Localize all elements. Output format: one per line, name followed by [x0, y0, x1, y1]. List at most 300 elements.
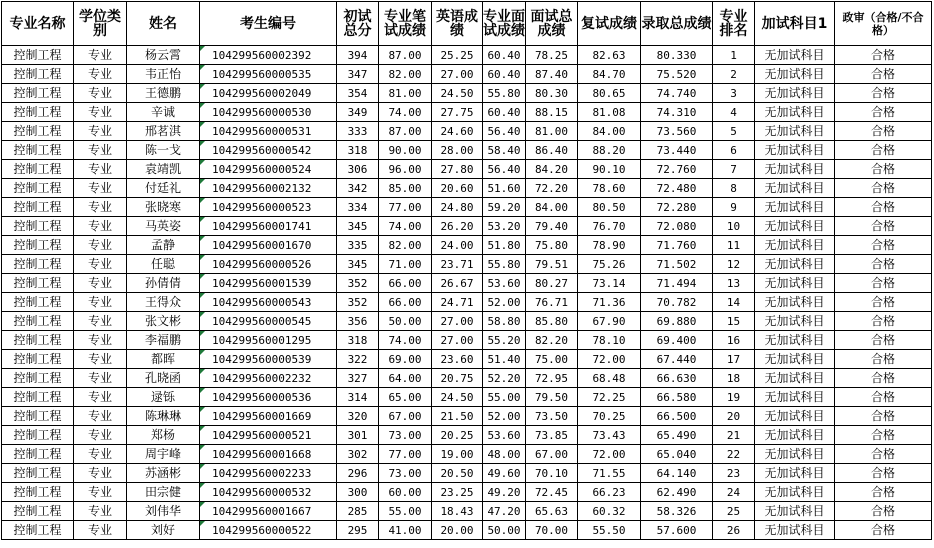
- cell-interview-total: 73.50: [526, 407, 578, 426]
- cell-retest: 82.63: [578, 46, 641, 65]
- cell-written: 55.00: [379, 502, 432, 521]
- cell-prelim-total: 349: [337, 103, 379, 122]
- cell-interview-total: 65.63: [526, 502, 578, 521]
- cell-written: 74.00: [379, 103, 432, 122]
- cell-political: 合格: [835, 84, 932, 103]
- cell-english: 27.75: [432, 103, 483, 122]
- table-row: [2, 103, 932, 122]
- cell-exam-id: 104299560001741: [200, 217, 337, 236]
- cell-retest: 75.26: [578, 255, 641, 274]
- cell-interview: 55.20: [483, 331, 526, 350]
- cell-english: 20.25: [432, 426, 483, 445]
- cell-rank: 21: [713, 426, 755, 445]
- cell-political: 合格: [835, 293, 932, 312]
- cell-name: 郑杨: [127, 426, 200, 445]
- cell-exam-id: 104299560001669: [200, 407, 337, 426]
- cell-political: 合格: [835, 331, 932, 350]
- cell-prelim-total: 327: [337, 369, 379, 388]
- table-row: [2, 293, 932, 312]
- cell-degree: 专业: [74, 521, 127, 540]
- cell-political: 合格: [835, 483, 932, 502]
- cell-major: 控制工程: [2, 84, 74, 103]
- cell-degree: 专业: [74, 46, 127, 65]
- cell-english: 24.50: [432, 84, 483, 103]
- cell-rank: 25: [713, 502, 755, 521]
- cell-extra: 无加试科目: [755, 369, 835, 388]
- cell-degree: 专业: [74, 255, 127, 274]
- cell-english: 27.00: [432, 331, 483, 350]
- cell-english: 24.71: [432, 293, 483, 312]
- cell-exam-id: 104299560001670: [200, 236, 337, 255]
- cell-admit-total: 67.440: [641, 350, 713, 369]
- cell-admit-total: 66.580: [641, 388, 713, 407]
- table-row: [2, 464, 932, 483]
- cell-degree: 专业: [74, 122, 127, 141]
- table-row: [2, 217, 932, 236]
- cell-political: 合格: [835, 198, 932, 217]
- cell-extra: 无加试科目: [755, 445, 835, 464]
- cell-extra: 无加试科目: [755, 160, 835, 179]
- cell-admit-total: 66.500: [641, 407, 713, 426]
- cell-name: 张晓寒: [127, 198, 200, 217]
- cell-degree: 专业: [74, 407, 127, 426]
- cell-major: 控制工程: [2, 502, 74, 521]
- cell-interview-total: 72.95: [526, 369, 578, 388]
- cell-admit-total: 72.080: [641, 217, 713, 236]
- cell-major: 控制工程: [2, 331, 74, 350]
- cell-rank: 15: [713, 312, 755, 331]
- cell-admit-total: 58.326: [641, 502, 713, 521]
- cell-rank: 12: [713, 255, 755, 274]
- cell-degree: 专业: [74, 65, 127, 84]
- cell-exam-id: 104299560001295: [200, 331, 337, 350]
- header-prelim-total: 初试总分: [337, 2, 379, 46]
- cell-rank: 9: [713, 198, 755, 217]
- cell-extra: 无加试科目: [755, 179, 835, 198]
- cell-prelim-total: 285: [337, 502, 379, 521]
- cell-major: 控制工程: [2, 407, 74, 426]
- cell-name: 王得众: [127, 293, 200, 312]
- cell-rank: 5: [713, 122, 755, 141]
- cell-political: 合格: [835, 65, 932, 84]
- cell-interview: 50.00: [483, 521, 526, 540]
- cell-prelim-total: 352: [337, 293, 379, 312]
- cell-interview-total: 86.40: [526, 141, 578, 160]
- cell-name: 马英姿: [127, 217, 200, 236]
- header-admit-total: 录取总成绩: [641, 2, 713, 46]
- cell-prelim-total: 347: [337, 65, 379, 84]
- cell-exam-id: 104299560001667: [200, 502, 337, 521]
- cell-major: 控制工程: [2, 464, 74, 483]
- cell-prelim-total: 295: [337, 521, 379, 540]
- cell-retest: 84.70: [578, 65, 641, 84]
- table-row: [2, 407, 932, 426]
- cell-extra: 无加试科目: [755, 331, 835, 350]
- cell-rank: 11: [713, 236, 755, 255]
- table-row: [2, 236, 932, 255]
- cell-written: 66.00: [379, 293, 432, 312]
- cell-extra: 无加试科目: [755, 483, 835, 502]
- cell-extra: 无加试科目: [755, 141, 835, 160]
- cell-written: 60.00: [379, 483, 432, 502]
- cell-written: 41.00: [379, 521, 432, 540]
- cell-name: 孔晓函: [127, 369, 200, 388]
- cell-written: 73.00: [379, 426, 432, 445]
- header-major: 专业名称: [2, 2, 74, 46]
- cell-retest: 60.32: [578, 502, 641, 521]
- cell-retest: 71.55: [578, 464, 641, 483]
- cell-interview: 51.60: [483, 179, 526, 198]
- cell-degree: 专业: [74, 369, 127, 388]
- cell-interview: 49.20: [483, 483, 526, 502]
- cell-major: 控制工程: [2, 46, 74, 65]
- cell-exam-id: 104299560000521: [200, 426, 337, 445]
- cell-extra: 无加试科目: [755, 350, 835, 369]
- header-rank: 专业排名: [713, 2, 755, 46]
- cell-extra: 无加试科目: [755, 65, 835, 84]
- cell-exam-id: 104299560000531: [200, 122, 337, 141]
- cell-admit-total: 64.140: [641, 464, 713, 483]
- cell-retest: 88.20: [578, 141, 641, 160]
- cell-admit-total: 70.782: [641, 293, 713, 312]
- cell-name: 陈琳琳: [127, 407, 200, 426]
- cell-name: 刘伟华: [127, 502, 200, 521]
- header-degree: 学位类别: [74, 2, 127, 46]
- cell-degree: 专业: [74, 445, 127, 464]
- cell-admit-total: 74.310: [641, 103, 713, 122]
- cell-admit-total: 71.760: [641, 236, 713, 255]
- cell-degree: 专业: [74, 426, 127, 445]
- cell-interview-total: 73.85: [526, 426, 578, 445]
- cell-retest: 72.00: [578, 445, 641, 464]
- cell-exam-id: 104299560000526: [200, 255, 337, 274]
- cell-major: 控制工程: [2, 255, 74, 274]
- cell-retest: 76.70: [578, 217, 641, 236]
- cell-name: 孟静: [127, 236, 200, 255]
- table-row: [2, 331, 932, 350]
- cell-admit-total: 80.330: [641, 46, 713, 65]
- cell-interview: 58.40: [483, 141, 526, 160]
- cell-prelim-total: 345: [337, 255, 379, 274]
- header-english: 英语成绩: [432, 2, 483, 46]
- cell-exam-id: 104299560000522: [200, 521, 337, 540]
- cell-name: 陈一戈: [127, 141, 200, 160]
- cell-interview-total: 84.00: [526, 198, 578, 217]
- cell-political: 合格: [835, 236, 932, 255]
- cell-exam-id: 104299560000530: [200, 103, 337, 122]
- cell-extra: 无加试科目: [755, 122, 835, 141]
- cell-political: 合格: [835, 502, 932, 521]
- cell-major: 控制工程: [2, 483, 74, 502]
- cell-name: 任聪: [127, 255, 200, 274]
- table-row: [2, 122, 932, 141]
- cell-interview-total: 78.25: [526, 46, 578, 65]
- cell-interview-total: 67.00: [526, 445, 578, 464]
- cell-prelim-total: 322: [337, 350, 379, 369]
- cell-english: 20.00: [432, 521, 483, 540]
- cell-written: 81.00: [379, 84, 432, 103]
- cell-retest: 80.65: [578, 84, 641, 103]
- cell-exam-id: 104299560001668: [200, 445, 337, 464]
- cell-interview: 52.00: [483, 293, 526, 312]
- cell-retest: 66.23: [578, 483, 641, 502]
- cell-major: 控制工程: [2, 293, 74, 312]
- cell-degree: 专业: [74, 293, 127, 312]
- cell-degree: 专业: [74, 103, 127, 122]
- cell-rank: 13: [713, 274, 755, 293]
- cell-english: 24.00: [432, 236, 483, 255]
- table-row: [2, 179, 932, 198]
- cell-name: 杨云霄: [127, 46, 200, 65]
- cell-degree: 专业: [74, 350, 127, 369]
- cell-major: 控制工程: [2, 65, 74, 84]
- cell-extra: 无加试科目: [755, 217, 835, 236]
- cell-degree: 专业: [74, 388, 127, 407]
- cell-major: 控制工程: [2, 350, 74, 369]
- cell-rank: 14: [713, 293, 755, 312]
- cell-political: 合格: [835, 141, 932, 160]
- cell-interview-total: 80.30: [526, 84, 578, 103]
- cell-interview: 56.40: [483, 160, 526, 179]
- cell-political: 合格: [835, 407, 932, 426]
- cell-extra: 无加试科目: [755, 274, 835, 293]
- cell-interview: 59.20: [483, 198, 526, 217]
- cell-degree: 专业: [74, 84, 127, 103]
- cell-degree: 专业: [74, 502, 127, 521]
- cell-written: 82.00: [379, 236, 432, 255]
- cell-name: 刘好: [127, 521, 200, 540]
- cell-admit-total: 72.280: [641, 198, 713, 217]
- cell-prelim-total: 314: [337, 388, 379, 407]
- cell-admit-total: 72.480: [641, 179, 713, 198]
- cell-rank: 23: [713, 464, 755, 483]
- cell-admit-total: 57.600: [641, 521, 713, 540]
- cell-major: 控制工程: [2, 122, 74, 141]
- cell-degree: 专业: [74, 198, 127, 217]
- cell-retest: 67.90: [578, 312, 641, 331]
- cell-extra: 无加试科目: [755, 198, 835, 217]
- cell-admit-total: 65.490: [641, 426, 713, 445]
- cell-exam-id: 104299560002392: [200, 46, 337, 65]
- table-row: [2, 46, 932, 65]
- cell-exam-id: 104299560000536: [200, 388, 337, 407]
- cell-name: 都晖: [127, 350, 200, 369]
- cell-rank: 7: [713, 160, 755, 179]
- cell-prelim-total: 352: [337, 274, 379, 293]
- cell-written: 87.00: [379, 46, 432, 65]
- table-row: [2, 160, 932, 179]
- table-row: [2, 274, 932, 293]
- cell-interview-total: 80.27: [526, 274, 578, 293]
- cell-major: 控制工程: [2, 179, 74, 198]
- cell-admit-total: 65.040: [641, 445, 713, 464]
- cell-name: 付廷礼: [127, 179, 200, 198]
- table-row: [2, 426, 932, 445]
- cell-admit-total: 62.490: [641, 483, 713, 502]
- cell-name: 田宗健: [127, 483, 200, 502]
- cell-major: 控制工程: [2, 312, 74, 331]
- cell-written: 64.00: [379, 369, 432, 388]
- cell-exam-id: 104299560002132: [200, 179, 337, 198]
- table-row: [2, 369, 932, 388]
- cell-name: 袁靖凯: [127, 160, 200, 179]
- cell-written: 82.00: [379, 65, 432, 84]
- cell-rank: 6: [713, 141, 755, 160]
- cell-rank: 24: [713, 483, 755, 502]
- cell-rank: 16: [713, 331, 755, 350]
- cell-retest: 72.00: [578, 350, 641, 369]
- header-extra: 加试科目1: [755, 2, 835, 46]
- cell-english: 21.50: [432, 407, 483, 426]
- cell-prelim-total: 342: [337, 179, 379, 198]
- cell-english: 24.50: [432, 388, 483, 407]
- cell-retest: 55.50: [578, 521, 641, 540]
- cell-english: 25.25: [432, 46, 483, 65]
- cell-name: 辛诚: [127, 103, 200, 122]
- cell-exam-id: 104299560002049: [200, 84, 337, 103]
- cell-interview: 52.00: [483, 407, 526, 426]
- cell-degree: 专业: [74, 179, 127, 198]
- cell-admit-total: 66.630: [641, 369, 713, 388]
- header-interview-total: 面试总成绩: [526, 2, 578, 46]
- cell-english: 23.25: [432, 483, 483, 502]
- header-interview: 专业面试成绩: [483, 2, 526, 46]
- cell-admit-total: 69.880: [641, 312, 713, 331]
- cell-extra: 无加试科目: [755, 426, 835, 445]
- cell-degree: 专业: [74, 141, 127, 160]
- cell-retest: 72.25: [578, 388, 641, 407]
- cell-interview: 60.40: [483, 65, 526, 84]
- cell-interview: 48.00: [483, 445, 526, 464]
- cell-degree: 专业: [74, 312, 127, 331]
- cell-written: 77.00: [379, 198, 432, 217]
- cell-retest: 90.10: [578, 160, 641, 179]
- table-body: [2, 46, 932, 540]
- cell-english: 20.60: [432, 179, 483, 198]
- cell-degree: 专业: [74, 483, 127, 502]
- cell-admit-total: 71.502: [641, 255, 713, 274]
- cell-major: 控制工程: [2, 103, 74, 122]
- cell-political: 合格: [835, 388, 932, 407]
- cell-retest: 68.48: [578, 369, 641, 388]
- cell-interview: 49.60: [483, 464, 526, 483]
- cell-rank: 3: [713, 84, 755, 103]
- cell-major: 控制工程: [2, 369, 74, 388]
- cell-interview: 60.40: [483, 103, 526, 122]
- cell-retest: 81.08: [578, 103, 641, 122]
- cell-name: 张文彬: [127, 312, 200, 331]
- cell-exam-id: 104299560000539: [200, 350, 337, 369]
- cell-english: 28.00: [432, 141, 483, 160]
- cell-rank: 10: [713, 217, 755, 236]
- cell-prelim-total: 318: [337, 331, 379, 350]
- cell-admit-total: 75.520: [641, 65, 713, 84]
- cell-prelim-total: 318: [337, 141, 379, 160]
- cell-written: 50.00: [379, 312, 432, 331]
- cell-interview-total: 75.00: [526, 350, 578, 369]
- cell-english: 24.60: [432, 122, 483, 141]
- cell-exam-id: 104299560000535: [200, 65, 337, 84]
- cell-extra: 无加试科目: [755, 103, 835, 122]
- cell-political: 合格: [835, 217, 932, 236]
- cell-prelim-total: 320: [337, 407, 379, 426]
- table-row: [2, 84, 932, 103]
- cell-retest: 78.90: [578, 236, 641, 255]
- cell-interview: 58.80: [483, 312, 526, 331]
- cell-degree: 专业: [74, 331, 127, 350]
- cell-interview-total: 75.80: [526, 236, 578, 255]
- cell-retest: 73.14: [578, 274, 641, 293]
- cell-interview-total: 70.00: [526, 521, 578, 540]
- cell-political: 合格: [835, 122, 932, 141]
- cell-name: 孙倩倩: [127, 274, 200, 293]
- cell-prelim-total: 356: [337, 312, 379, 331]
- cell-political: 合格: [835, 426, 932, 445]
- cell-political: 合格: [835, 369, 932, 388]
- cell-major: 控制工程: [2, 274, 74, 293]
- cell-name: 王德鹏: [127, 84, 200, 103]
- cell-exam-id: 104299560000545: [200, 312, 337, 331]
- cell-interview-total: 85.80: [526, 312, 578, 331]
- cell-rank: 4: [713, 103, 755, 122]
- header-retest: 复试成绩: [578, 2, 641, 46]
- cell-retest: 84.00: [578, 122, 641, 141]
- cell-admit-total: 69.400: [641, 331, 713, 350]
- cell-political: 合格: [835, 312, 932, 331]
- cell-extra: 无加试科目: [755, 236, 835, 255]
- cell-extra: 无加试科目: [755, 388, 835, 407]
- cell-admit-total: 71.494: [641, 274, 713, 293]
- table-row: [2, 521, 932, 540]
- cell-admit-total: 72.760: [641, 160, 713, 179]
- cell-rank: 26: [713, 521, 755, 540]
- cell-prelim-total: 301: [337, 426, 379, 445]
- cell-english: 27.00: [432, 65, 483, 84]
- cell-interview-total: 76.71: [526, 293, 578, 312]
- cell-interview-total: 70.10: [526, 464, 578, 483]
- cell-interview-total: 84.20: [526, 160, 578, 179]
- cell-rank: 2: [713, 65, 755, 84]
- cell-extra: 无加试科目: [755, 46, 835, 65]
- cell-written: 77.00: [379, 445, 432, 464]
- cell-written: 69.00: [379, 350, 432, 369]
- cell-major: 控制工程: [2, 426, 74, 445]
- cell-prelim-total: 306: [337, 160, 379, 179]
- table-row: [2, 255, 932, 274]
- cell-exam-id: 104299560000532: [200, 483, 337, 502]
- header-name: 姓名: [127, 2, 200, 46]
- cell-name: 周宇峰: [127, 445, 200, 464]
- cell-major: 控制工程: [2, 160, 74, 179]
- cell-major: 控制工程: [2, 521, 74, 540]
- cell-english: 26.20: [432, 217, 483, 236]
- cell-prelim-total: 333: [337, 122, 379, 141]
- cell-prelim-total: 335: [337, 236, 379, 255]
- cell-political: 合格: [835, 46, 932, 65]
- cell-interview: 51.40: [483, 350, 526, 369]
- cell-written: 87.00: [379, 122, 432, 141]
- cell-written: 74.00: [379, 217, 432, 236]
- cell-degree: 专业: [74, 464, 127, 483]
- cell-written: 66.00: [379, 274, 432, 293]
- cell-extra: 无加试科目: [755, 255, 835, 274]
- cell-name: 李福鹏: [127, 331, 200, 350]
- cell-interview: 51.80: [483, 236, 526, 255]
- cell-interview-total: 88.15: [526, 103, 578, 122]
- cell-interview: 53.60: [483, 274, 526, 293]
- cell-major: 控制工程: [2, 236, 74, 255]
- cell-rank: 20: [713, 407, 755, 426]
